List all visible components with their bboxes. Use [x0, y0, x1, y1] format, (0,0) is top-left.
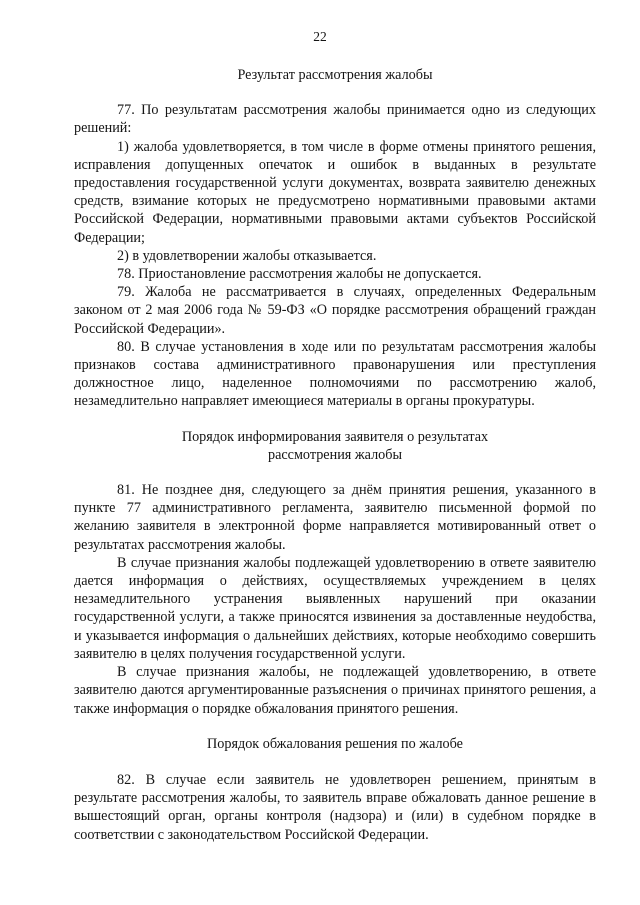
section-heading-complaint-result: Результат рассмотрения жалобы [237, 67, 433, 83]
section-heading-appeal: Порядок обжалования решения по жалобе [207, 735, 463, 752]
section-heading-line-2: рассмотрения жалобы [267, 446, 403, 463]
paragraph-81-satisfied: В случае признания жалобы подлежащей удовлетворению в ответе заявителю дается информация о действиях, осуществляемых учреждением в целях незамедлительного устранения выявленных нарушений при оказании государственной услуги, а также приносятся извинения за доставленные неудобства, и указывается информация о дальнейших действиях, которые необходимо совершить заявителю в целях получения государственной услуги. [74, 554, 596, 662]
paragraph-79: 79. Жалоба не рассматривается в случаях, определенных Федеральным законом от 2 мая 2006 года № 59-ФЗ «О порядке рассмотрения обращений граждан Российской Федерации». [74, 284, 596, 337]
paragraph-80: 80. В случае установления в ходе или по результатам рассмотрения жалобы признаков состава административного правонарушения или преступления должностное лицо, наделенное полномочиями по рассмотрению жалоб, незамедлительно направляет имеющиеся материалы в органы прокуратуры. [74, 338, 596, 410]
paragraph-77: 77. По результатам рассмотрения жалобы принимается одно из следующих решений: [74, 102, 596, 137]
paragraph-81: 81. Не позднее дня, следующего за днём принятия решения, указанного в пункте 77 административного регламента, заявителю письменной формой по желанию заявителя в электронной форме направляется мотивированный ответ о результатах рассмотрения жалобы. [74, 482, 596, 553]
paragraph-78: 78. Приостановление рассмотрения жалобы не допускается. [117, 266, 482, 283]
section-heading-line-1: Порядок информирования заявителя о результатах [181, 428, 489, 445]
page-number: 22 [313, 29, 327, 44]
paragraph-77-item-2: 2) в удовлетворении жалобы отказывается. [117, 247, 377, 264]
section-heading-informing-applicant [74, 428, 596, 464]
document-body [74, 66, 596, 844]
paragraph-81-rejected: В случае признания жалобы, не подлежащей удовлетворению, в ответе заявителю даются аргументированные разъяснения о причинах принятого решения, а также информация о порядке обжалования принятого решения. [74, 664, 596, 717]
paragraph-82: 82. В случае если заявитель не удовлетворен решением, принятым в результате рассмотрения жалобы, то заявитель вправе обжаловать данное решение в вышестоящий орган, органы контроля (надзора) и (или) в судебном порядке в соответствии с законодательством Российской Федерации. [74, 771, 596, 843]
paragraph-77-item-1: 1) жалоба удовлетворяется, в том числе в форме отмены принятого решения, исправления допущенных опечаток и ошибок в выданных в результате предоставления государственной услуги документах, возврата заявителю денежных средств, взимание которых не предусмотрено нормативными правовыми актами Российской Федерации, нормативными правовыми актами субъектов Российской Федерации; [74, 138, 596, 246]
